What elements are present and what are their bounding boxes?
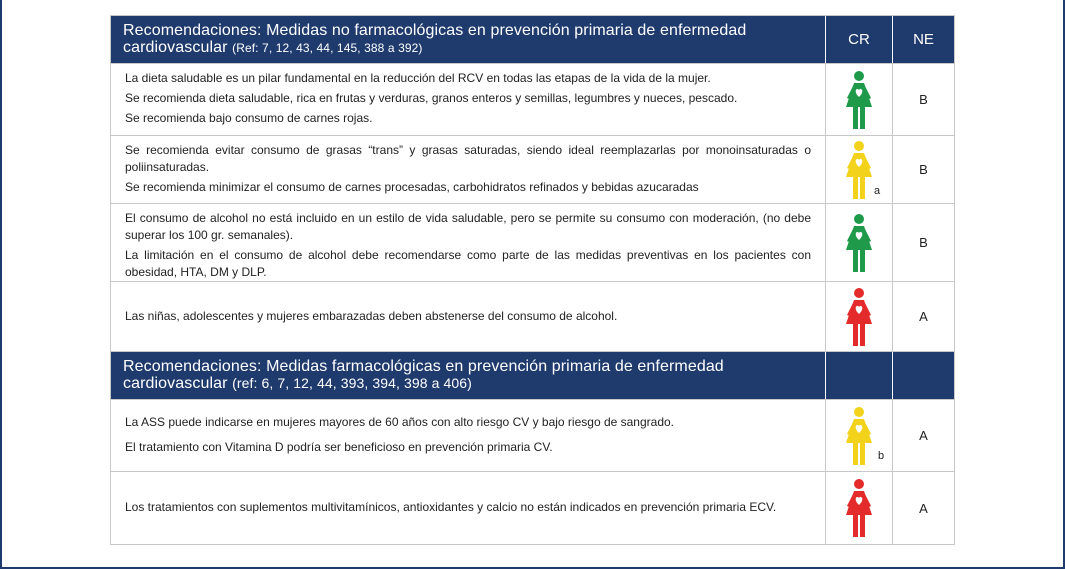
row-text: Se recomienda bajo consumo de carnes rojas. <box>125 111 373 125</box>
woman-heart-icon <box>845 213 873 273</box>
ne-value: A <box>919 309 928 324</box>
ne-value: B <box>919 162 928 177</box>
ne-cell <box>893 282 954 351</box>
row-text: La dieta saludable es un pilar fundamental en la reducción del RCV en todas las etapas de la vida de la mujer. <box>125 71 711 85</box>
ne-cell <box>893 64 954 135</box>
row-text-cell <box>111 400 826 471</box>
row-text: Se recomienda minimizar el consumo de carnes procesadas, carbohidratos refinados y bebidas azucaradas <box>125 180 699 194</box>
row-text: Los tratamientos con suplementos multivitamínicos, antioxidantes y calcio no están indicados en prevención primaria ECV. <box>125 500 777 514</box>
section2-ref: (ref: 6, 7, 12, 44, 393, 394, 398 a 406) <box>232 375 472 391</box>
row-text: Se recomienda dieta saludable, rica en frutas y verduras, granos enteros y semillas, legumbres y nueces, pescado. <box>125 91 738 105</box>
section1-header <box>111 16 954 64</box>
cr-footnote: b <box>878 450 885 462</box>
section1-title-line2: cardiovascular <box>123 39 228 56</box>
section1-title-line1: Recomendaciones: Medidas no farmacológicas en prevención primaria de enfermedad <box>123 22 747 39</box>
section2-title-line2: cardiovascular <box>123 375 228 392</box>
row-text: El consumo de alcohol no está incluido en un estilo de vida saludable, pero se permite su consumo con moderación, (no debe superar los 100 gr. semanales). <box>125 211 811 242</box>
cr-cell <box>826 136 893 203</box>
ne-value: A <box>919 500 928 516</box>
row-text-cell <box>111 282 826 351</box>
ne-value: A <box>919 428 928 443</box>
ne-cell <box>893 136 954 203</box>
ne-header: NE <box>913 31 934 48</box>
woman-heart-icon <box>845 287 873 347</box>
row-text-cell <box>111 64 826 135</box>
ne-value: B <box>919 235 928 250</box>
cr-header-empty <box>826 352 893 399</box>
table-row <box>111 400 954 472</box>
cr-cell <box>826 400 893 471</box>
table-row <box>111 64 954 136</box>
row-text: La limitación en el consumo de alcohol debe recomendarse como parte de las medidas preventivas en los pacientes con obesidad, HTA, DM y DLP. <box>125 248 811 279</box>
section2-title-cell <box>111 352 826 399</box>
woman-heart-icon <box>845 140 873 200</box>
row-text: Se recomienda evitar consumo de grasas “trans” y grasas saturadas, siendo ideal reemplazarlas por monoinsaturadas o poliinsaturadas. <box>125 143 811 174</box>
cr-header: CR <box>826 16 893 63</box>
row-text-cell <box>111 136 826 203</box>
cr-cell <box>826 282 893 351</box>
ne-value: B <box>919 92 928 107</box>
section1-title-cell <box>111 16 826 63</box>
table-row <box>111 282 954 352</box>
row-text-cell <box>111 204 826 281</box>
ne-cell <box>893 400 954 471</box>
row-text: Las niñas, adolescentes y mujeres embarazadas deben abstenerse del consumo de alcohol. <box>125 308 618 323</box>
woman-heart-icon <box>845 406 873 466</box>
ne-cell <box>893 472 954 544</box>
table-row <box>111 472 954 544</box>
table-row <box>111 204 954 282</box>
ne-header-empty <box>893 352 954 399</box>
section2-title-line1: Recomendaciones: Medidas farmacológicas en prevención primaria de enfermedad <box>123 358 724 375</box>
cr-footnote: a <box>874 185 881 197</box>
cr-cell <box>826 64 893 135</box>
woman-heart-icon <box>845 478 873 538</box>
row-text: El tratamiento con Vitamina D podría ser beneficioso en prevención primaria CV. <box>125 440 553 454</box>
table-row <box>111 136 954 204</box>
section1-ref: (Ref: 7, 12, 43, 44, 145, 388 a 392) <box>232 41 423 55</box>
section2-header <box>111 352 954 400</box>
recommendations-table <box>110 15 955 545</box>
cr-cell <box>826 472 893 544</box>
cr-cell <box>826 204 893 281</box>
woman-heart-icon <box>845 70 873 130</box>
ne-cell <box>893 204 954 281</box>
row-text: La ASS puede indicarse en mujeres mayores de 60 años con alto riesgo CV y bajo riesgo de sangrado. <box>125 415 674 429</box>
row-text-cell <box>111 472 826 544</box>
